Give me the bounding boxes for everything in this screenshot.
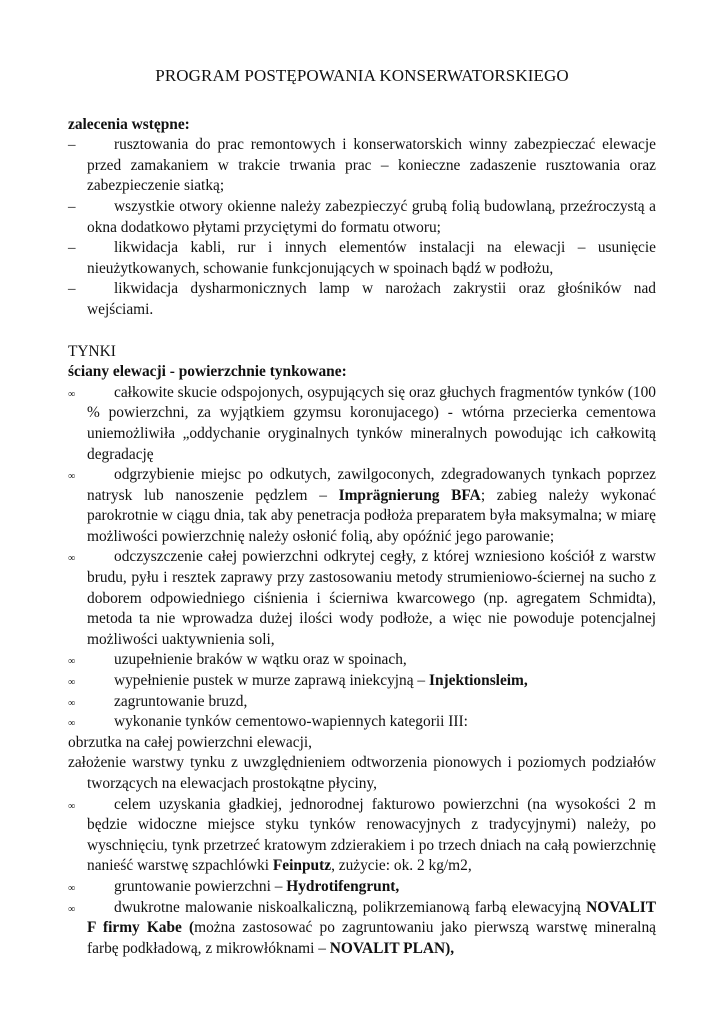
infinity-bullet-icon: ∞ xyxy=(68,903,76,915)
item-text: ; zabieg należy wykonać parokrotnie w ciągu dnia, tak aby penetracja podłoża preparatem była maksymalna; w miarę możliwości powierzchnię należy osłonić folią, aby opóźnić jego parowanie; xyxy=(87,486,657,545)
bold-product-name: NOVALIT F firmy Kabe ( xyxy=(87,898,656,937)
bold-product-name: Imprägnierung BFA xyxy=(338,486,481,504)
item-text: dwukrotne malowanie niskoalkaliczną, polikrzemianową farbą elewacyjną xyxy=(114,898,587,916)
document-title: PROGRAM POSTĘPOWANIA KONSERWATORSKIEGO xyxy=(155,66,569,85)
dash-bullet-icon: – xyxy=(68,198,76,215)
list-item xyxy=(68,383,656,465)
item-text: całkowite skucie odspojonych, osypujących się oraz głuchych fragmentów tynków (100 % powierzchni, za wyjątkiem gzymsu koronujacego) - wtórna przecierka cementowa uniemożliwiła „oddychanie oryginalnych tynków mineralnych powodując ich całkowitą degradację xyxy=(87,383,656,463)
bold-product-name: Feinputz xyxy=(272,857,332,875)
infinity-bullet-icon: ∞ xyxy=(68,471,76,483)
list-item xyxy=(68,465,656,547)
list-item xyxy=(68,135,656,197)
item-text: uzupełnienie braków w wątku oraz w spoinach, xyxy=(114,651,407,669)
infinity-bullet-icon: ∞ xyxy=(68,677,76,689)
text-line-plaster-layer xyxy=(68,753,656,794)
list-item xyxy=(68,898,656,960)
facade-list-continued xyxy=(68,795,656,960)
item-text: zagruntowanie bruzd, xyxy=(114,692,248,710)
list-item xyxy=(68,795,656,877)
spacer xyxy=(68,321,656,342)
list-item xyxy=(68,712,656,733)
dash-bullet-icon: – xyxy=(68,281,76,298)
bold-product-name: NOVALIT PLAN), xyxy=(329,939,455,957)
item-text: można zastosować po zagruntowaniu jako pierwszą warstwę mineralną farbę podkładową, z mikrowłóknami – xyxy=(87,919,656,957)
infinity-bullet-icon: ∞ xyxy=(68,718,76,730)
infinity-bullet-icon: ∞ xyxy=(68,656,76,668)
item-text: rusztowania do prac remontowych i konserwatorskich winny zabezpieczać elewacje przed zamakaniem w trakcie trwania prac – konieczne zadaszenie rusztowania oraz zabezpieczenie siatką; xyxy=(87,136,656,195)
infinity-bullet-icon: ∞ xyxy=(68,800,76,812)
text-line-render-coat: obrzutka na całej powierzchni elewacji, xyxy=(68,733,312,751)
infinity-bullet-icon: ∞ xyxy=(68,553,76,565)
dash-bullet-icon: – xyxy=(68,137,76,154)
item-text: likwidacja kabli, rur i innych elementów instalacji na elewacji – usunięcie nieużytkowanych, schowanie funkcjonujących w spoinach bądź w podłożu, xyxy=(87,239,656,277)
dash-bullet-icon: – xyxy=(68,240,76,257)
document-page xyxy=(68,66,656,959)
list-item xyxy=(68,650,656,671)
list-item xyxy=(68,692,656,713)
section-heading-preliminary: zalecenia wstępne: xyxy=(68,115,190,133)
item-text: gruntowanie powierzchni – xyxy=(114,877,287,895)
item-text: likwidacja dysharmonicznych lamp w narożach zakrystii oraz głośników nad wejściami. xyxy=(87,280,656,318)
item-text: odgrzybienie miejsc po odkutych, zawilgoconych, zdegradowanych tynkach poprzez natrysk lub nanoszenie pędzlem – xyxy=(87,466,656,504)
item-text: wszystkie otwory okienne należy zabezpieczyć grubą folią budowlaną, przeźroczystą a okna dodatkowo płytami przyciętymi do formatu otworu; xyxy=(87,197,656,236)
item-text: , zużycie: ok. 2 kg/m2, xyxy=(331,857,472,875)
item-text: wykonanie tynków cementowo-wapiennych kategorii III: xyxy=(114,713,468,731)
infinity-bullet-icon: ∞ xyxy=(68,882,76,894)
list-item xyxy=(68,279,656,320)
item-text: celem uzyskania gładkiej, jednorodnej fakturowo powierzchni (na wysokości 2 m będzie widoczne miejsce styku tynków renowacyjnych z tradycyjnymi) należy, po wyschnięciu, tynk przetrzeć kratowym zdzierakiem i po trzech dniach na całą powierzchnię nanieść warstwę szpachlówki xyxy=(87,795,656,875)
list-item xyxy=(68,197,656,238)
list-item xyxy=(68,877,656,898)
list-item xyxy=(68,671,656,692)
infinity-bullet-icon: ∞ xyxy=(68,697,76,709)
item-text: wypełnienie pustek w murze zaprawą iniekcyjną – xyxy=(114,672,429,690)
infinity-bullet-icon: ∞ xyxy=(68,388,76,400)
facade-list xyxy=(68,383,656,733)
section-heading-facade: ściany elewacji - powierzchnie tynkowane: xyxy=(68,363,347,381)
preliminary-list xyxy=(68,135,656,320)
bold-product-name: Injektionsleim, xyxy=(428,672,528,690)
list-item xyxy=(68,547,656,650)
section-label-plaster: TYNKI xyxy=(68,342,116,360)
plaster-layer-text: założenie warstwy tynku z uwzględnieniem odtworzenia pionowych i poziomych podziałów tworzących na elewacjach prostokątne płyciny, xyxy=(68,754,656,792)
bold-product-name: Hydrotifengrunt, xyxy=(286,877,400,895)
list-item xyxy=(68,238,656,279)
item-text: odczyszczenie całej powierzchni odkrytej cegły, z której wzniesiono kościół z warstw brudu, pyłu i resztek zaprawy przy zastosowaniu metody strumieniowo-ściernej na sucho z doborem odpowiedniego ciśnienia i ścierniwa kwarcowego (np. agregatem Schmidta), metoda ta nie wprowadza dużej ilości wody podłoże, a więc nie powoduje potencjalnej możliwości uaktywnienia soli, xyxy=(87,548,656,648)
